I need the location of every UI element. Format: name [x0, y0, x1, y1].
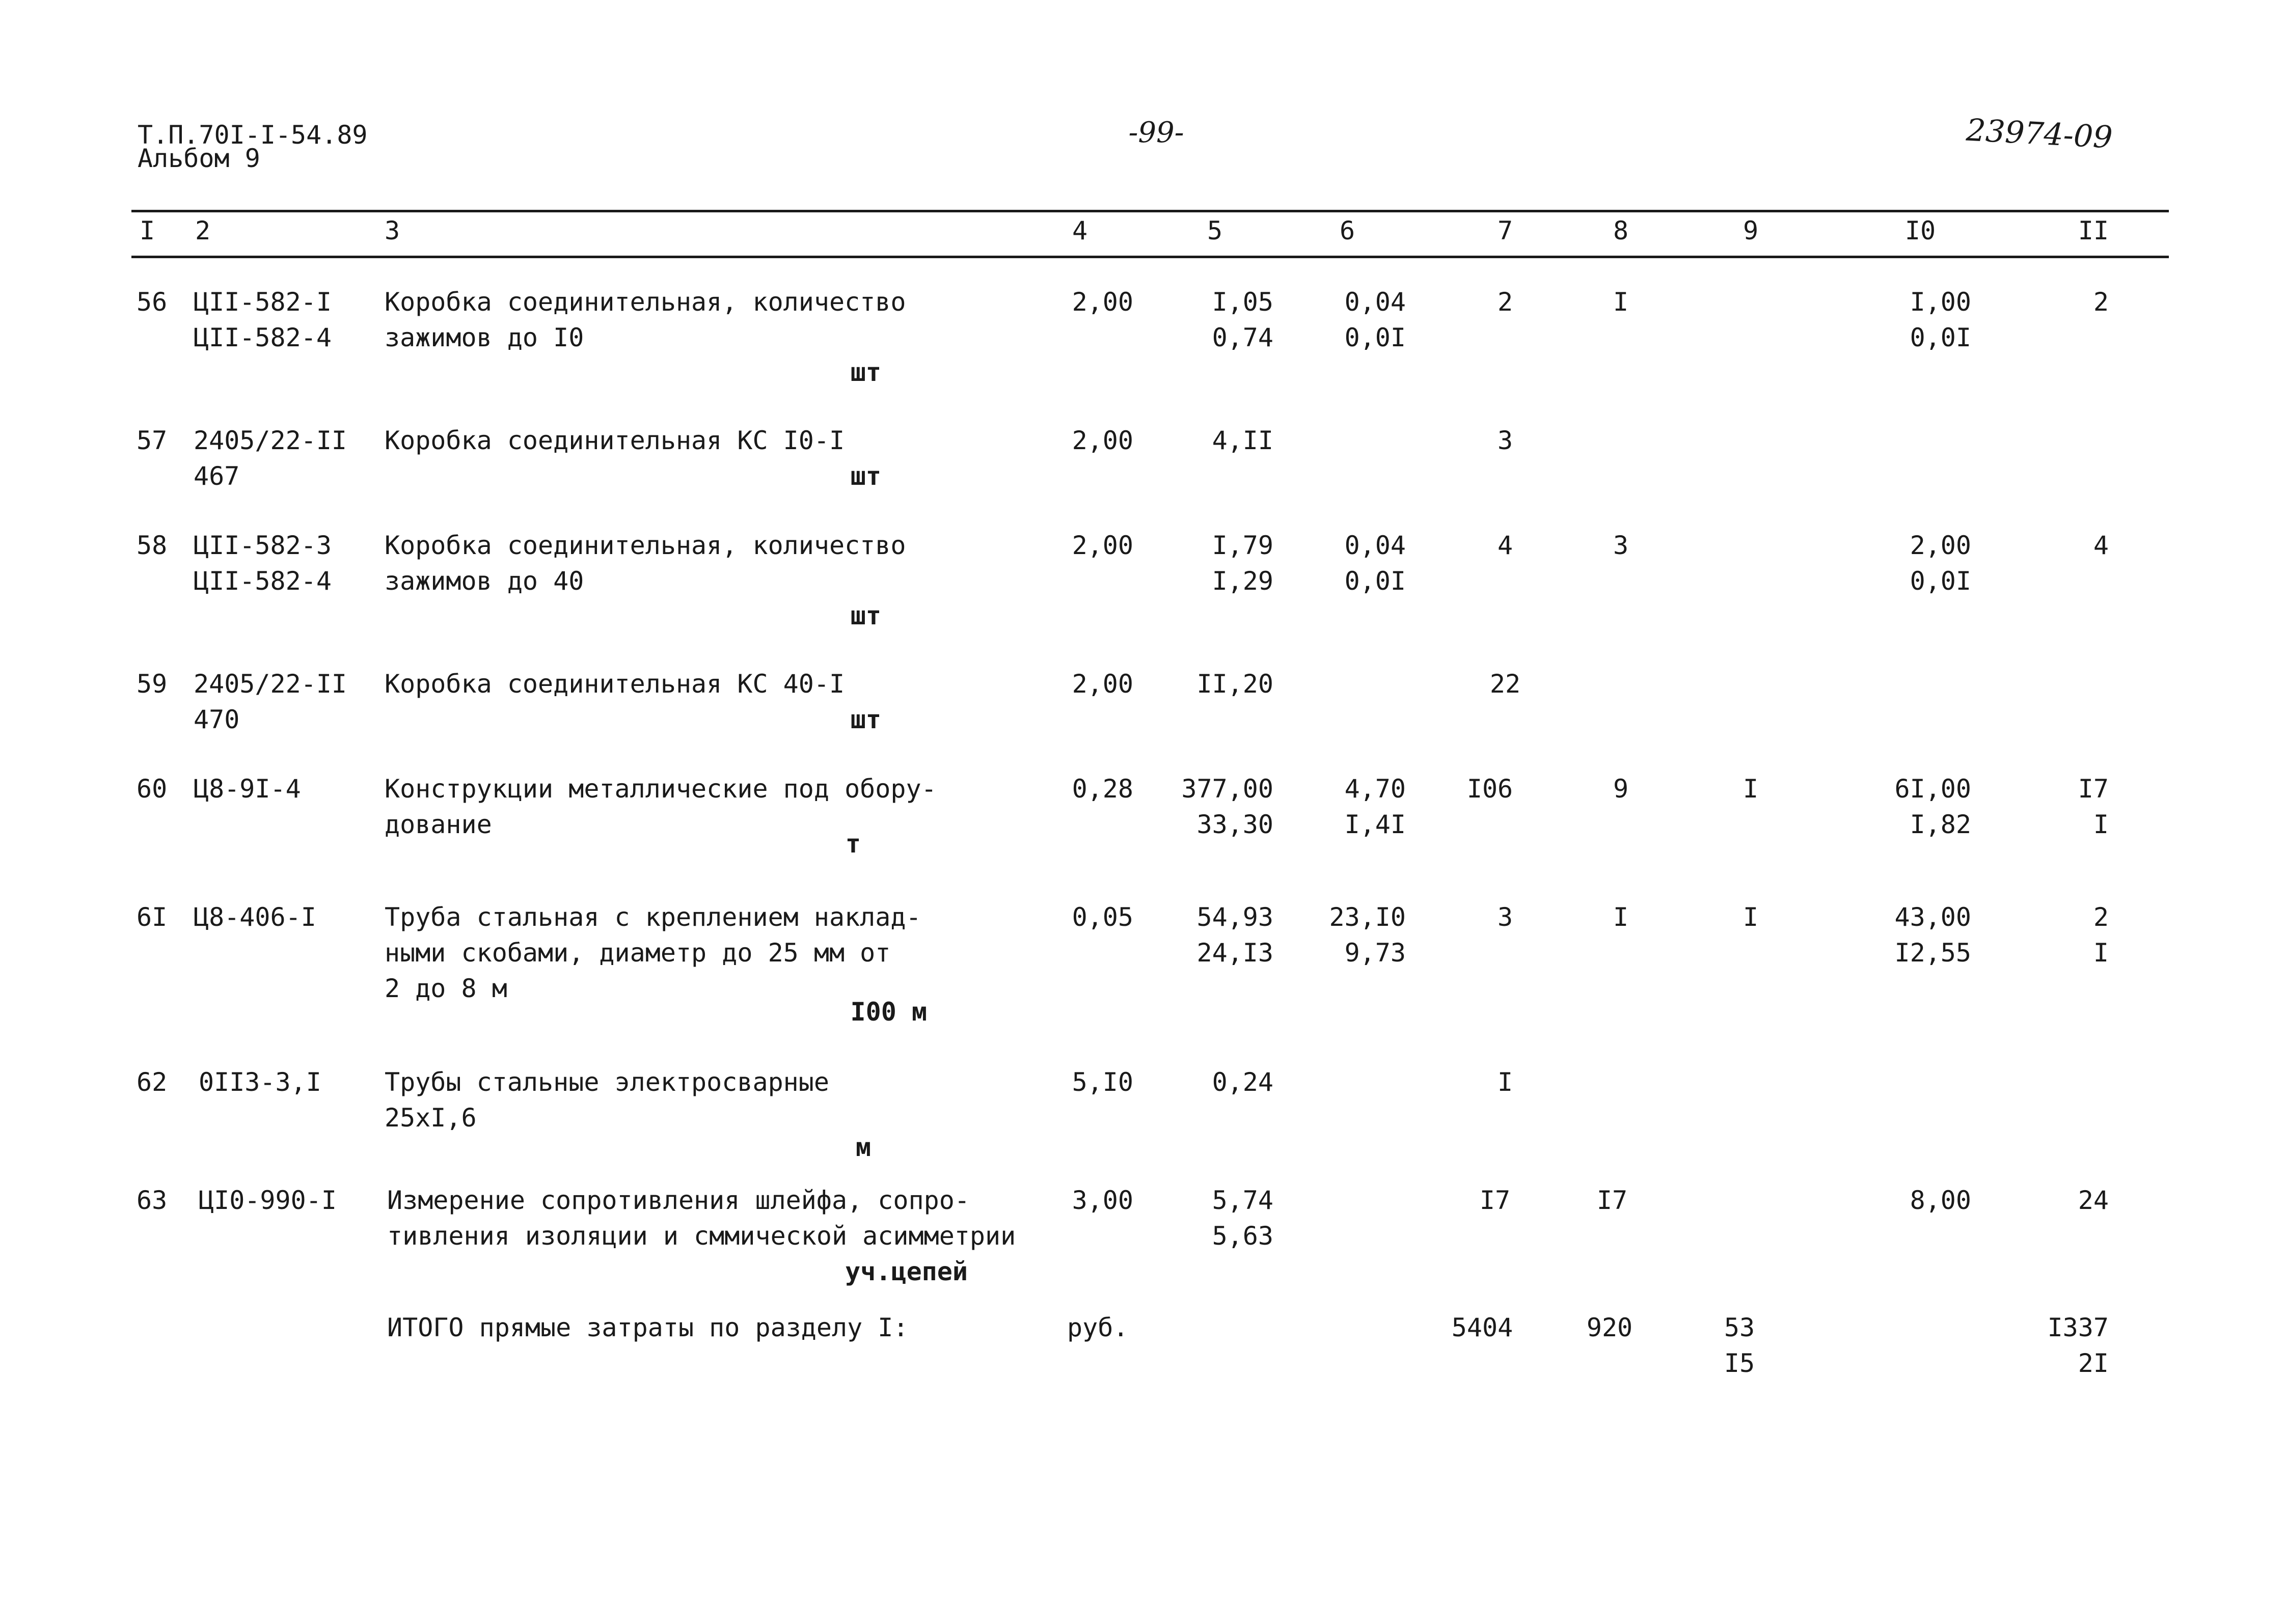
cost-cell: I2,55 — [1894, 938, 1971, 968]
cost-cell: I,29 — [1212, 566, 1273, 596]
column-header-6: 6 — [1339, 216, 1355, 245]
row-number: 56 — [137, 287, 168, 317]
inventory-number: 23974-09 — [1965, 112, 2114, 156]
work-description: Коробка соединительная КС 40-I — [385, 669, 845, 699]
value-cell: I — [1613, 902, 1629, 932]
table-header-rule — [131, 256, 2169, 258]
resource-code: 470 — [194, 705, 240, 734]
value-cell: 2 — [2093, 287, 2109, 317]
table-row — [0, 1182, 2286, 1284]
cost-cell: I,00 — [1910, 287, 1971, 317]
work-description: Конструкции металлические под обору- — [385, 774, 937, 804]
cost-cell: 0,0I — [1910, 566, 1971, 596]
resource-code: ЦII-582-4 — [194, 323, 332, 352]
value-cell: I — [2093, 938, 2109, 968]
cost-cell: I,4I — [1344, 810, 1406, 839]
work-description: 25хI,6 — [385, 1103, 477, 1133]
cost-cell: 0,0I — [1910, 323, 1971, 352]
work-description: зажимов до 40 — [385, 566, 584, 596]
value-cell: I — [1743, 902, 1759, 932]
quantity-cell: 2,00 — [1072, 287, 1133, 317]
cost-cell: 2,00 — [1910, 531, 1971, 560]
quantity-cell: 2,00 — [1072, 426, 1133, 455]
cost-cell: 43,00 — [1894, 902, 1971, 932]
unit-label: м — [855, 1133, 871, 1162]
work-description: Коробка соединительная, количество — [385, 287, 906, 317]
unit-label: I00 м — [850, 997, 927, 1027]
unit-label: шт — [850, 705, 881, 734]
quantity-cell: 0,05 — [1072, 902, 1133, 932]
total-label: ИТОГО прямые затраты по разделу I: — [387, 1313, 909, 1342]
work-description: Измерение сопротивления шлейфа, сопро- — [387, 1186, 970, 1215]
value-cell: I — [2093, 810, 2109, 839]
cost-cell: 33,30 — [1196, 810, 1273, 839]
work-description: 2 до 8 м — [385, 974, 507, 1003]
resource-code: 467 — [194, 461, 240, 491]
value-cell: I — [1497, 1067, 1513, 1097]
value-cell: 2 — [1497, 287, 1513, 317]
cost-cell: 0,04 — [1344, 531, 1406, 560]
cost-cell: 377,00 — [1181, 774, 1273, 804]
table-row — [0, 899, 2286, 1027]
resource-code: ЦII-582-4 — [194, 566, 332, 596]
work-description: ными скобами, диаметр до 25 мм от — [385, 938, 891, 968]
value-cell: 3 — [1497, 426, 1513, 455]
document-code: Т.П.70I-I-54.89 — [138, 120, 368, 150]
value-cell: I — [1743, 774, 1759, 804]
cost-cell: 0,0I — [1344, 566, 1406, 596]
work-description: Трубы стальные электросварные — [385, 1067, 829, 1097]
value-cell: I7 — [1479, 1186, 1511, 1215]
unit-label: т — [845, 829, 861, 859]
resource-code: Ц8-406-I — [194, 902, 316, 932]
cost-cell: 23,I0 — [1329, 902, 1406, 932]
work-description: тивления изоляции и сммической асимметрии — [387, 1221, 1016, 1251]
column-header-7: 7 — [1497, 216, 1513, 245]
row-number: 60 — [137, 774, 168, 804]
table-top-rule — [131, 210, 2169, 212]
table-row — [0, 528, 2286, 629]
unit-label: уч.цепей — [845, 1257, 968, 1286]
cost-cell: 24,I3 — [1196, 938, 1273, 968]
value-cell: I06 — [1466, 774, 1513, 804]
cost-cell: 0,0I — [1344, 323, 1406, 352]
work-description: зажимов до I0 — [385, 323, 584, 352]
value-cell: I7 — [1596, 1186, 1628, 1215]
quantity-cell: 3,00 — [1072, 1186, 1133, 1215]
row-number: 6I — [137, 902, 168, 932]
unit-label: шт — [850, 357, 881, 387]
total-value: 5404 — [1451, 1313, 1513, 1342]
cost-cell: 5,74 — [1212, 1186, 1273, 1215]
total-value: I5 — [1724, 1348, 1755, 1378]
work-description: Коробка соединительная, количество — [385, 531, 906, 560]
cost-cell: I,05 — [1212, 287, 1273, 317]
value-cell: 4 — [2093, 531, 2109, 560]
table-row — [0, 423, 2286, 494]
cost-cell: 6I,00 — [1894, 774, 1971, 804]
cost-cell: I,79 — [1212, 531, 1273, 560]
resource-code: ЦII-582-3 — [194, 531, 332, 560]
value-cell: I7 — [2078, 774, 2109, 804]
cost-cell: 4,70 — [1344, 774, 1406, 804]
value-cell: 2 — [2093, 902, 2109, 932]
album-label: Альбом 9 — [138, 144, 260, 173]
cost-cell: 0,04 — [1344, 287, 1406, 317]
cost-cell: 5,63 — [1212, 1221, 1273, 1251]
value-cell: 9 — [1613, 774, 1629, 804]
value-cell: 3 — [1613, 531, 1629, 560]
work-description: Труба стальная с креплением наклад- — [385, 902, 921, 932]
column-header-row — [0, 213, 2286, 254]
value-cell: 22 — [1489, 669, 1521, 699]
unit-label: шт — [850, 601, 881, 630]
resource-code: 2405/22-II — [194, 669, 347, 699]
value-cell: 24 — [2078, 1186, 2109, 1215]
column-header-4: 4 — [1072, 216, 1088, 245]
table-row — [0, 666, 2286, 737]
table-row — [0, 771, 2286, 859]
column-header-3: 3 — [385, 216, 400, 245]
cost-cell: 0,24 — [1212, 1067, 1273, 1097]
quantity-cell: 2,00 — [1072, 669, 1133, 699]
cost-cell: 4,II — [1212, 426, 1273, 455]
total-value: I337 — [2047, 1313, 2109, 1342]
quantity-cell: 5,I0 — [1072, 1067, 1133, 1097]
column-header-11: II — [2078, 216, 2109, 245]
resource-code: ЦII-582-I — [194, 287, 332, 317]
value-cell: 3 — [1497, 902, 1513, 932]
cost-cell: 8,00 — [1910, 1186, 1971, 1215]
quantity-cell: 2,00 — [1072, 531, 1133, 560]
column-header-1: I — [140, 216, 155, 245]
cost-cell: II,20 — [1196, 669, 1273, 699]
total-value: 920 — [1586, 1313, 1633, 1342]
table-row — [0, 1064, 2286, 1166]
table-row — [0, 284, 2286, 386]
page-number: -99- — [1128, 116, 1184, 149]
total-row — [0, 1310, 2286, 1386]
resource-code: 2405/22-II — [194, 426, 347, 455]
work-description: Коробка соединительная КС I0-I — [385, 426, 845, 455]
row-number: 63 — [137, 1186, 168, 1215]
resource-code: 0II3-3,I — [199, 1067, 321, 1097]
row-number: 57 — [137, 426, 168, 455]
cost-cell: 0,74 — [1212, 323, 1273, 352]
row-number: 59 — [137, 669, 168, 699]
total-value: 2I — [2078, 1348, 2109, 1378]
column-header-2: 2 — [195, 216, 211, 245]
column-header-10: I0 — [1904, 216, 1936, 245]
column-header-9: 9 — [1743, 216, 1759, 245]
unit-label: шт — [850, 461, 881, 491]
row-number: 62 — [137, 1067, 168, 1097]
value-cell: I — [1613, 287, 1629, 317]
cost-cell: I,82 — [1910, 810, 1971, 839]
column-header-5: 5 — [1207, 216, 1223, 245]
cost-cell: 9,73 — [1344, 938, 1406, 968]
value-cell: 4 — [1497, 531, 1513, 560]
column-header-8: 8 — [1613, 216, 1629, 245]
resource-code: Ц8-9I-4 — [194, 774, 301, 804]
resource-code: ЦI0-990-I — [199, 1186, 337, 1215]
total-value: 53 — [1724, 1313, 1755, 1342]
cost-cell: 54,93 — [1196, 902, 1273, 932]
total-unit: руб. — [1067, 1313, 1129, 1342]
work-description: дование — [385, 810, 492, 839]
quantity-cell: 0,28 — [1072, 774, 1133, 804]
row-number: 58 — [137, 531, 168, 560]
